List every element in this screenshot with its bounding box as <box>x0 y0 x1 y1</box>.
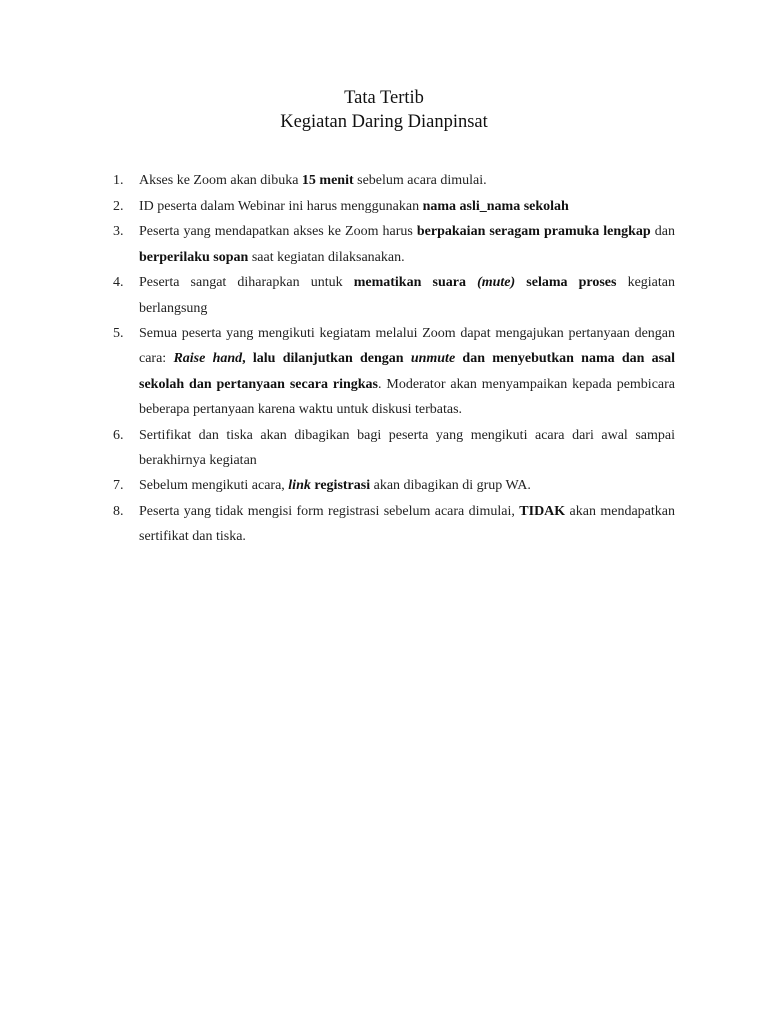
rule-text-segment: saat kegiatan dilaksanakan. <box>248 249 405 265</box>
rule-text-segment: nama asli_nama sekolah <box>422 198 569 214</box>
rule-text-segment: Semua peserta yang mengikuti kegiatam melalui Zoom dapat mengajukan pertanyaan dengan cara: <box>139 326 675 367</box>
rule-text-segment: mematikan suara <box>353 275 478 291</box>
rule-text-segment: Peserta yang mendapatkan akses ke Zoom harus <box>139 224 417 240</box>
rule-number: 2. <box>113 198 124 214</box>
rule-text <box>139 504 675 544</box>
rule-text-segment: , lalu dilanjutkan dengan <box>242 351 411 367</box>
rule-text-segment: Akses ke Zoom akan dibuka <box>139 173 302 188</box>
rule-text-segment: sebelum acara dimulai. <box>353 173 487 188</box>
rule-text-segment: Raise hand <box>173 351 243 367</box>
rule-item <box>108 194 675 219</box>
rule-number: 7. <box>113 478 124 494</box>
rule-number: 1. <box>113 173 124 188</box>
rule-text-segment: Sebelum mengikuti acara, <box>139 478 289 494</box>
rule-text-segment: unmute <box>410 351 456 367</box>
rule-text <box>139 224 675 264</box>
rule-text-segment: selama proses <box>515 275 617 291</box>
rule-number: 3. <box>113 224 124 240</box>
rule-text-segment: Sertifikat dan tiska akan dibagikan bagi peserta yang mengikuti acara dari awal sampai berakhirnya kegiatan <box>139 427 675 468</box>
rule-text-segment: TIDAK <box>519 504 566 520</box>
rule-item <box>108 168 675 193</box>
rule-item <box>108 473 675 498</box>
rule-text-segment: berperilaku sopan <box>139 249 249 265</box>
document-title: Tata Tertib <box>344 88 424 108</box>
rule-number: 5. <box>113 326 124 342</box>
title-block <box>0 86 768 134</box>
rule-item <box>108 499 675 549</box>
rule-text-segment: Peserta yang tidak mengisi form registrasi sebelum acara dimulai, <box>139 504 520 520</box>
rule-item <box>108 321 675 422</box>
rule-text-segment: dan menyebutkan nama dan asal sekolah dan pertanyaan secara ringkas <box>139 351 675 392</box>
rule-text-segment: berpakaian seragam pramuka lengkap <box>416 224 651 240</box>
rule-text-segment: akan dibagikan di grup WA. <box>370 478 531 494</box>
rule-number: 8. <box>113 504 124 520</box>
rule-text <box>139 199 569 214</box>
rule-item <box>108 270 675 320</box>
rule-text-segment: link <box>288 478 311 494</box>
rule-text-segment: kegiatan berlangsung <box>139 275 675 316</box>
rule-text-segment: ID peserta dalam Webinar ini harus menggunakan <box>139 198 423 214</box>
rule-text <box>139 428 675 468</box>
rule-text-segment: . Moderator akan menyampaikan kepada pembicara beberapa pertanyaan karena waktu untuk diskusi terbatas. <box>139 376 675 417</box>
rule-text-segment: registrasi <box>310 478 371 494</box>
rule-text <box>139 173 487 188</box>
rule-text-segment: akan mendapatkan sertifikat dan tiska. <box>139 504 675 545</box>
rule-text-segment: 15 menit <box>301 173 354 188</box>
rule-item <box>108 219 675 269</box>
rule-text <box>139 478 531 493</box>
document-subtitle: Kegiatan Daring Dianpinsat <box>280 112 488 132</box>
rule-text-segment: Peserta sangat diharapkan untuk <box>139 275 354 291</box>
rule-number: 6. <box>113 427 124 443</box>
rules-list <box>108 168 675 550</box>
rule-number: 4. <box>113 275 124 291</box>
rule-item <box>108 423 675 473</box>
rule-text-segment: dan <box>650 224 675 240</box>
rule-text-segment: (mute) <box>477 275 516 291</box>
rule-text <box>139 326 675 417</box>
rule-text <box>139 275 675 315</box>
